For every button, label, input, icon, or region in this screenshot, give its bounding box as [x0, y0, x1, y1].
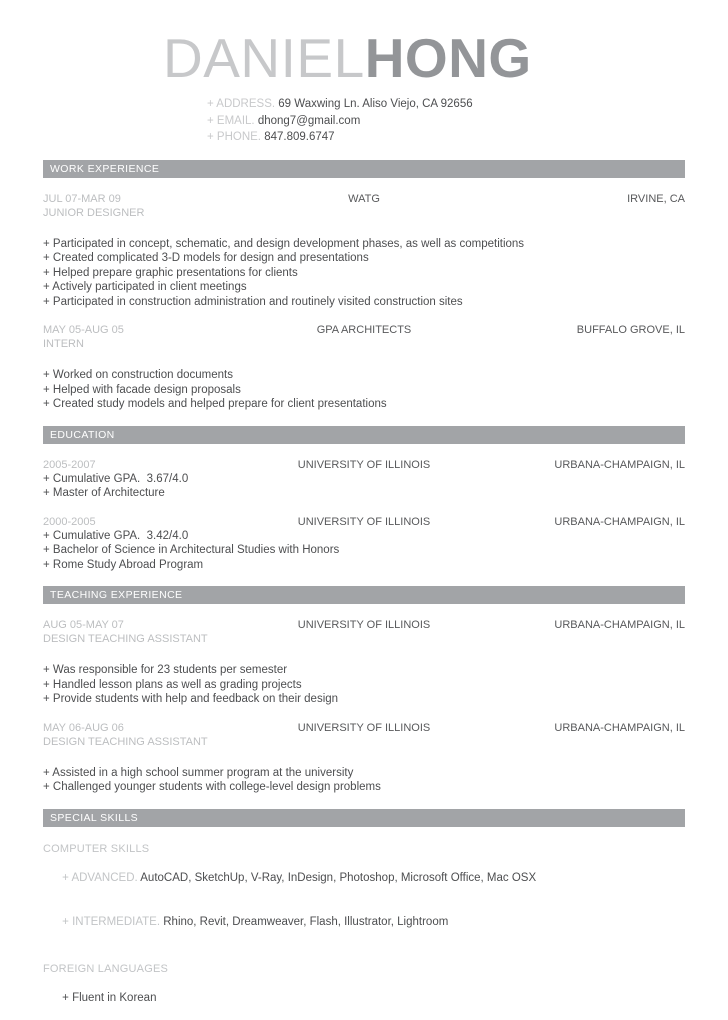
entry-date: 2000-2005: [43, 515, 96, 529]
entry-location: URBANA-CHAMPAIGN, IL: [554, 618, 685, 632]
skills-group-languages: [43, 961, 685, 1020]
entry-role: INTERN: [43, 337, 685, 352]
list-item: + Participated in concept, schematic, and design development phases, as well as competitions: [43, 237, 685, 252]
skill-value: AutoCAD, SketchUp, V-Ray, InDesign, Photoshop, Microsoft Office, Mac OSX: [138, 872, 536, 884]
list-item: + Was responsible for 23 students per semester: [43, 663, 685, 678]
entry-organization: WATG: [43, 192, 685, 206]
section-header-teaching-experience: TEACHING EXPERIENCE: [43, 586, 685, 604]
list-item: + Cumulative GPA. 3.67/4.0: [43, 472, 685, 487]
skill-line-intermediate: [43, 900, 685, 944]
bullet-list: [43, 237, 685, 310]
entry-location: URBANA-CHAMPAIGN, IL: [554, 458, 685, 472]
list-item: + Cumulative GPA. 3.42/4.0: [43, 529, 685, 544]
entry-date: MAY 05-AUG 05: [43, 323, 124, 337]
list-item: + Actively participated in client meetings: [43, 280, 685, 295]
section-header-work-experience: WORK EXPERIENCE: [43, 160, 685, 178]
experience-entry: [43, 323, 685, 412]
entry-header: [43, 721, 685, 735]
entry-location: IRVINE, CA: [627, 192, 685, 206]
list-item: + Participated in construction administration and routinely visited construction sites: [43, 295, 685, 310]
entry-date: 2005-2007: [43, 458, 96, 472]
skill-line-korean: [43, 977, 685, 1020]
skills-group-title: COMPUTER SKILLS: [43, 841, 685, 857]
section-header-special-skills: SPECIAL SKILLS: [43, 809, 685, 827]
entry-organization: UNIVERSITY OF ILLINOIS: [43, 458, 685, 472]
list-item: + Created complicated 3-D models for design and presentations: [43, 251, 685, 266]
teaching-entry: [43, 618, 685, 707]
bullet-list: [43, 529, 685, 573]
contact-block: [163, 96, 685, 146]
page-title: [163, 28, 685, 88]
entry-date: JUL 07-MAR 09: [43, 192, 121, 206]
section-header-education: EDUCATION: [43, 426, 685, 444]
entry-organization: UNIVERSITY OF ILLINOIS: [43, 618, 685, 632]
bullet-list: [43, 766, 685, 795]
entry-role: DESIGN TEACHING ASSISTANT: [43, 632, 685, 647]
contact-value-email[interactable]: dhong7@gmail.com: [258, 115, 360, 127]
contact-line-address: [207, 96, 685, 113]
education-entry: [43, 458, 685, 501]
entry-date: MAY 06-AUG 06: [43, 721, 124, 735]
skills-group-title: FOREIGN LANGUAGES: [43, 961, 685, 977]
skill-line-advanced: [43, 857, 685, 901]
education-entry: [43, 515, 685, 573]
entry-header: [43, 618, 685, 632]
skill-label: + INTERMEDIATE.: [62, 916, 160, 928]
entry-location: BUFFALO GROVE, IL: [577, 323, 685, 337]
last-name: HONG: [365, 27, 532, 89]
entry-header: [43, 515, 685, 529]
list-item: + Helped prepare graphic presentations for clients: [43, 266, 685, 281]
entry-organization: UNIVERSITY OF ILLINOIS: [43, 721, 685, 735]
entry-organization: GPA ARCHITECTS: [43, 323, 685, 337]
bullet-list: [43, 663, 685, 707]
contact-label-phone: + PHONE.: [207, 131, 261, 143]
entry-header: [43, 458, 685, 472]
skill-value: + Fluent in Korean: [62, 992, 156, 1004]
entry-role: JUNIOR DESIGNER: [43, 206, 685, 221]
list-item: + Challenged younger students with college-level design problems: [43, 780, 685, 795]
bullet-list: [43, 368, 685, 412]
skill-label: + ADVANCED.: [62, 872, 138, 884]
entry-date: AUG 05-MAY 07: [43, 618, 124, 632]
list-item: + Master of Architecture: [43, 486, 685, 501]
entry-header: [43, 192, 685, 206]
entry-header: [43, 323, 685, 337]
bullet-list: [43, 472, 685, 501]
resume-header: [43, 0, 685, 146]
entry-organization: UNIVERSITY OF ILLINOIS: [43, 515, 685, 529]
contact-value-phone: 847.809.6747: [264, 131, 334, 143]
list-item: + Helped with facade design proposals: [43, 383, 685, 398]
list-item: + Bachelor of Science in Architectural Studies with Honors: [43, 543, 685, 558]
skills-group-computer: [43, 841, 685, 944]
contact-label-email: + EMAIL.: [207, 115, 255, 127]
contact-line-email: [207, 113, 685, 130]
list-item: + Provide students with help and feedback on their design: [43, 692, 685, 707]
skill-value: Rhino, Revit, Dreamweaver, Flash, Illustrator, Lightroom: [160, 916, 448, 928]
contact-line-phone: [207, 129, 685, 146]
contact-label-address: + ADDRESS.: [207, 98, 275, 110]
first-name: DANIEL: [163, 27, 365, 89]
list-item: + Rome Study Abroad Program: [43, 558, 685, 573]
contact-value-address: 69 Waxwing Ln. Aliso Viejo, CA 92656: [278, 98, 472, 110]
entry-location: URBANA-CHAMPAIGN, IL: [554, 515, 685, 529]
list-item: + Worked on construction documents: [43, 368, 685, 383]
experience-entry: [43, 192, 685, 310]
entry-role: DESIGN TEACHING ASSISTANT: [43, 735, 685, 750]
list-item: + Handled lesson plans as well as grading projects: [43, 678, 685, 693]
teaching-entry: [43, 721, 685, 795]
list-item: + Created study models and helped prepare for client presentations: [43, 397, 685, 412]
entry-location: URBANA-CHAMPAIGN, IL: [554, 721, 685, 735]
list-item: + Assisted in a high school summer program at the university: [43, 766, 685, 781]
